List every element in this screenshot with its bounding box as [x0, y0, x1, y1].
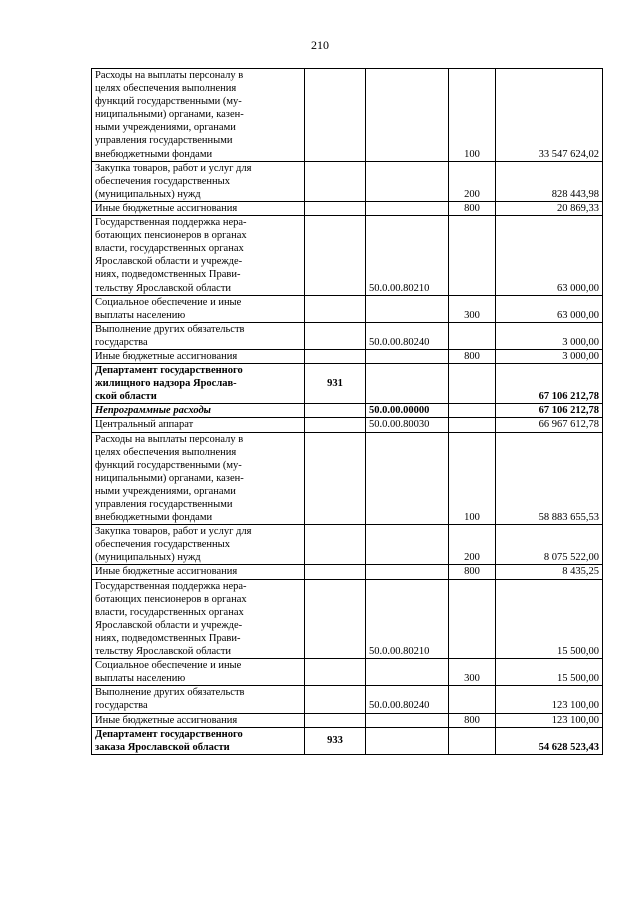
row-department-code-cell — [305, 713, 366, 727]
row-target-article-cell — [366, 201, 449, 215]
row-name-text: Государственная поддержка нера- ботающих пенсионеров в органах власти, государственных органах Ярославской области и учрежде- ниях, подведомственных Прави- тельству Ярославской области — [95, 217, 247, 294]
row-expense-type-cell — [449, 364, 496, 404]
row-name-text: Иные бюджетные ассигнования — [95, 350, 238, 362]
row-department-code-cell — [305, 525, 366, 565]
table-row — [92, 349, 603, 363]
row-amount-cell: 20 869,33 — [496, 201, 603, 215]
row-amount-cell: 3 000,00 — [496, 349, 603, 363]
row-target-article-cell: 50.0.00.80030 — [366, 418, 449, 432]
row-expense-type-cell: 300 — [449, 659, 496, 686]
table-row — [92, 686, 603, 713]
row-amount-cell: 8 435,25 — [496, 565, 603, 579]
row-expense-type-cell: 300 — [449, 295, 496, 322]
row-name-text: Социальное обеспечение и иные выплаты населению — [95, 296, 242, 321]
department-row — [92, 727, 603, 754]
row-name-cell — [92, 364, 305, 404]
table-row — [92, 579, 603, 659]
row-department-code-cell — [305, 565, 366, 579]
row-target-article-cell: 50.0.00.80210 — [366, 216, 449, 296]
row-name-cell — [92, 201, 305, 215]
row-name-text: Расходы на выплаты персоналу в целях обеспечения выполнения функций государственными (му- ниципальными) органами, казен- ными учреждениями, органами управления государственными внебюджетными фондами — [95, 433, 244, 524]
row-amount-cell: 58 883 655,53 — [496, 432, 603, 525]
row-name-text: Непрограммные расходы — [95, 405, 211, 417]
row-department-code-cell — [305, 216, 366, 296]
row-expense-type-cell — [449, 418, 496, 432]
row-name-cell — [92, 295, 305, 322]
row-amount-cell: 33 547 624,02 — [496, 69, 603, 162]
row-expense-type-cell: 100 — [449, 432, 496, 525]
row-target-article-cell — [366, 713, 449, 727]
row-amount-cell: 8 075 522,00 — [496, 525, 603, 565]
table-row — [92, 418, 603, 432]
row-department-code-cell — [305, 161, 366, 201]
row-expense-type-cell — [449, 322, 496, 349]
row-target-article-cell: 50.0.00.80210 — [366, 579, 449, 659]
row-amount-cell: 15 500,00 — [496, 659, 603, 686]
table-row — [92, 659, 603, 686]
table-row — [92, 565, 603, 579]
row-expense-type-cell — [449, 404, 496, 418]
row-name-text: Департамент государственного заказа Ярославской области — [95, 728, 243, 753]
row-target-article-cell: 50.0.00.80240 — [366, 686, 449, 713]
row-name-text: Расходы на выплаты персоналу в целях обеспечения выполнения функций государственными (му- ниципальными) органами, казен- ными учреждениями, органами управления государственными внебюджетными фондами — [95, 70, 244, 160]
row-expense-type-cell: 800 — [449, 201, 496, 215]
row-expense-type-cell — [449, 216, 496, 296]
row-department-code-cell — [305, 404, 366, 418]
row-department-code-cell — [305, 418, 366, 432]
row-amount-cell: 66 967 612,78 — [496, 418, 603, 432]
row-amount-cell: 123 100,00 — [496, 713, 603, 727]
row-target-article-cell — [366, 364, 449, 404]
table-row — [92, 322, 603, 349]
row-department-code-cell: 931 — [305, 364, 366, 404]
table-row — [92, 713, 603, 727]
row-name-text: Иные бюджетные ассигнования — [95, 202, 238, 214]
row-name-cell — [92, 349, 305, 363]
table-row — [92, 432, 603, 525]
row-name-text: Выполнение других обязательств государства — [95, 687, 245, 712]
row-name-cell — [92, 565, 305, 579]
row-name-text: Закупка товаров, работ и услуг для обеспечения государственных (муниципальных) нужд — [95, 526, 252, 564]
department-row — [92, 364, 603, 404]
row-name-text: Социальное обеспечение и иные выплаты населению — [95, 660, 242, 685]
row-name-cell — [92, 216, 305, 296]
row-target-article-cell — [366, 295, 449, 322]
row-department-code-cell — [305, 432, 366, 525]
row-expense-type-cell: 100 — [449, 69, 496, 162]
row-target-article-cell — [366, 525, 449, 565]
row-name-cell — [92, 322, 305, 349]
row-target-article-cell — [366, 727, 449, 754]
row-expense-type-cell: 800 — [449, 713, 496, 727]
row-amount-cell: 3 000,00 — [496, 322, 603, 349]
row-name-cell — [92, 659, 305, 686]
row-department-code-cell — [305, 69, 366, 162]
row-department-code-cell — [305, 201, 366, 215]
row-amount-cell: 15 500,00 — [496, 579, 603, 659]
row-name-text: Департамент государственного жилищного надзора Ярослав- ской области — [95, 365, 243, 403]
row-amount-cell: 54 628 523,43 — [496, 727, 603, 754]
row-target-article-cell — [366, 69, 449, 162]
row-name-text: Выполнение других обязательств государства — [95, 323, 245, 348]
row-department-code-cell — [305, 349, 366, 363]
program-row — [92, 404, 603, 418]
row-name-cell — [92, 579, 305, 659]
row-amount-cell: 828 443,98 — [496, 161, 603, 201]
row-target-article-cell — [366, 432, 449, 525]
row-target-article-cell — [366, 565, 449, 579]
row-department-code-cell — [305, 579, 366, 659]
row-name-cell — [92, 727, 305, 754]
row-name-text: Иные бюджетные ассигнования — [95, 566, 238, 578]
table-row — [92, 525, 603, 565]
row-expense-type-cell: 200 — [449, 161, 496, 201]
table-row — [92, 69, 603, 162]
row-name-text: Закупка товаров, работ и услуг для обеспечения государственных (муниципальных) нужд — [95, 162, 252, 200]
row-department-code-cell — [305, 295, 366, 322]
row-expense-type-cell — [449, 579, 496, 659]
row-amount-cell: 67 106 212,78 — [496, 404, 603, 418]
row-target-article-cell: 50.0.00.80240 — [366, 322, 449, 349]
row-target-article-cell — [366, 161, 449, 201]
row-target-article-cell — [366, 659, 449, 686]
row-name-cell — [92, 432, 305, 525]
row-department-code-cell — [305, 659, 366, 686]
row-department-code-cell: 933 — [305, 727, 366, 754]
row-amount-cell: 67 106 212,78 — [496, 364, 603, 404]
row-expense-type-cell: 800 — [449, 565, 496, 579]
row-name-cell — [92, 69, 305, 162]
row-target-article-cell — [366, 349, 449, 363]
table-row — [92, 216, 603, 296]
row-target-article-cell: 50.0.00.00000 — [366, 404, 449, 418]
table-row — [92, 161, 603, 201]
row-department-code-cell — [305, 322, 366, 349]
page-number: 210 — [311, 38, 329, 52]
row-amount-cell: 63 000,00 — [496, 295, 603, 322]
row-name-text: Государственная поддержка нера- ботающих пенсионеров в органах власти, государственных органах Ярославской области и учрежде- ниях, подведомственных Прави- тельству Ярославской области — [95, 580, 247, 658]
row-name-cell — [92, 525, 305, 565]
row-expense-type-cell — [449, 686, 496, 713]
row-amount-cell: 63 000,00 — [496, 216, 603, 296]
table-row — [92, 201, 603, 215]
row-expense-type-cell: 200 — [449, 525, 496, 565]
row-name-cell — [92, 686, 305, 713]
row-name-cell — [92, 713, 305, 727]
table-row — [92, 295, 603, 322]
row-name-cell — [92, 404, 305, 418]
row-name-cell — [92, 418, 305, 432]
budget-table-body — [92, 69, 603, 755]
row-amount-cell: 123 100,00 — [496, 686, 603, 713]
row-department-code-cell — [305, 686, 366, 713]
row-expense-type-cell: 800 — [449, 349, 496, 363]
row-name-text: Иные бюджетные ассигнования — [95, 714, 238, 726]
budget-table — [91, 68, 603, 755]
row-expense-type-cell — [449, 727, 496, 754]
row-name-text: Центральный аппарат — [95, 419, 194, 431]
row-name-cell — [92, 161, 305, 201]
